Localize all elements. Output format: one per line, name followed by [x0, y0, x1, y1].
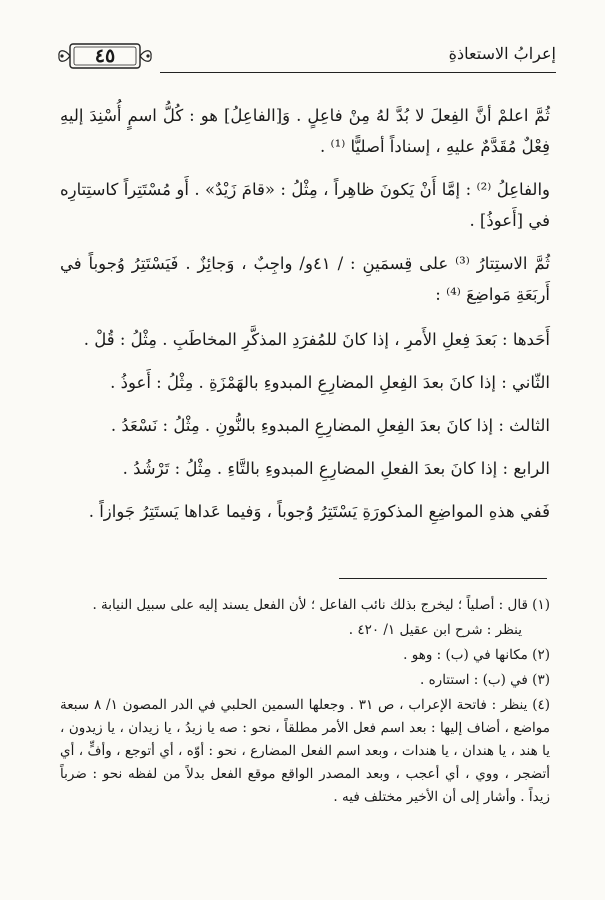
- paragraph-third-position: الثالث : إذا كانَ بعدَ الفِعلِ المضارِعِ المبدوءِ بالنُّونِ . مِثْلُ : نَسْعَدُ .: [110, 416, 550, 435]
- paragraph-second-position: الثّاني : إذا كانَ بعدَ الفِعلِ المضارِعِ المبدوءِ بالهَمْزَةِ . مِثْلُ : أَعوذُ .: [110, 373, 550, 392]
- paragraph-fail-types: والفاعِلُ ⁽²⁾ : إمَّا أَنْ يَكونَ ظاهِراً ، مِثْلُ : «قامَ زَيْدٌ» . أَو مُسْتَتِراً كاستِتارِه في [أَعوذُ] .: [60, 180, 551, 230]
- footnote-1-reference: ينظر : شرح ابن عقيل ١/ ٤٢٠ .: [348, 622, 522, 638]
- header-rule: [160, 72, 556, 73]
- footnote-3: (٣) في (ب) : استتاره .: [420, 672, 550, 688]
- footnote-separator: [339, 578, 547, 579]
- paragraph-fail-definition: ثُمَّ اعلمْ أنَّ الفِعلَ لا بُدَّ لهُ مِنْ فاعِلٍ . وَ[الفاعِلُ] هو : كُلُّ اسمٍ أُسْنِدَ إليهِ فِعْلٌ مُقَدَّمٌ عليهِ ، إسناداً أصليًّا ⁽¹⁾ .: [60, 106, 550, 156]
- page-header: [56, 38, 556, 78]
- running-title: إعرابُ الاستعاذةِ: [448, 44, 556, 63]
- paragraph-conclusion: فَفي هذهِ المواضِعِ المذكورَةِ يَسْتَتِرُ وُجوباً ، وَفيما عَداها يَستَتِرُ جَوازاً .: [88, 502, 550, 521]
- main-text: [60, 100, 550, 539]
- page-number: ٤٥: [94, 45, 116, 67]
- footnote-1: (١) قال : أصلياً ؛ ليخرج بذلك نائب الفاعل ؛ لأن الفعل يسند إليه على سبيل النيابة .: [92, 597, 550, 613]
- paragraph-istitar: ثُمَّ الاستِتارُ ⁽³⁾ على قِسمَينِ : / ٤١و/ واجِبٌ ، وَجائِزٌ . فَيَسْتَتِرُ وُجوباً في أَربَعَةِ مَواضِعَ ⁽⁴⁾ :: [60, 254, 551, 304]
- paragraph-first-position: أَحَدها : بَعدَ فِعلِ الأَمرِ ، إذا كانَ للمُفرَدِ المذكَّرِ المخاطَبِ . مِثْلُ : قُلْ .: [83, 330, 550, 349]
- footnote-4: (٤) ينظر : فاتحة الإعراب ، ص ٣١ . وجعلها السمين الحلبي في الدر المصون ١/ ٨ سبعة مواضع ، أضاف إليها : بعد اسم فعل الأمر مطلقاً ، نحو : صه يا زيدُ ، يا زيدان ، يا زيدون ، يا هند ، يا هندان ، يا هندات ، وبعد اسم الفعل المضارع ، نحو : أوّه ، أي أتوجع ، وأفٍّ ، أي أتضجر ، ووي ، أي أعجب ، وبعد المصدر الواقع موقع الفعل بدلاً من لفظه نحو : ضرباً زيداً . وأشار إلى أن الأخير مختلف فيه .: [60, 697, 551, 805]
- paragraph-fourth-position: الرابع : إذا كانَ بعدَ الفعلِ المضارِعِ المبدوءِ بالتَّاءِ . مِثْلُ : تَرْشُدُ .: [122, 459, 550, 478]
- footnote-2: (٢) مكانها في (ب) : وهو .: [403, 647, 550, 663]
- footnotes: [60, 594, 550, 811]
